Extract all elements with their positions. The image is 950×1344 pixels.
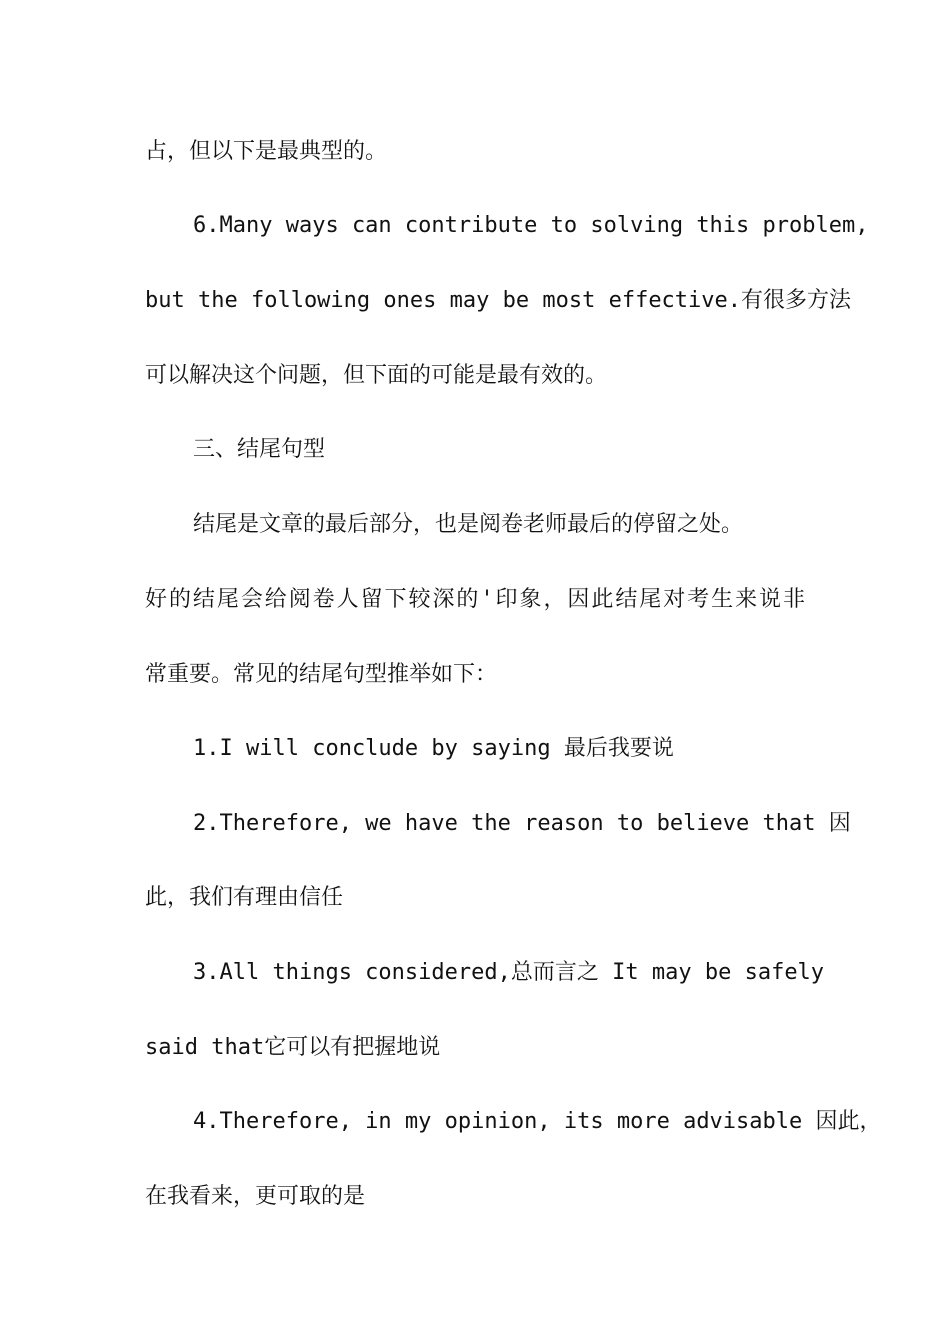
- text-line-14: 4.Therefore, in my opinion, its more advisable 因此，: [193, 1109, 882, 1134]
- text-line-9: 1.I will conclude by saying 最后我要说: [193, 736, 674, 761]
- text-line-2: 6.Many ways can contribute to solving this problem,: [193, 213, 869, 238]
- section-heading: 三、结尾句型: [193, 437, 326, 462]
- text-line-3: but the following ones may be most effective.有很多方法: [145, 288, 852, 313]
- text-line-11: 此，我们有理由信任: [145, 885, 344, 910]
- text-line-12: 3.All things considered,总而言之 It may be safely: [193, 960, 825, 985]
- text-line-4: 可以解决这个问题，但下面的可能是最有效的。: [145, 363, 608, 388]
- text-line-8: 常重要。常见的结尾句型推举如下：: [145, 662, 498, 687]
- text-line-10: 2.Therefore, we have the reason to believe that 因: [193, 811, 851, 836]
- text-line-6: 结尾是文章的最后部分，也是阅卷老师最后的停留之处。: [193, 512, 744, 537]
- text-line-7: 好的结尾会给阅卷人留下较深的'印象，因此结尾对考生来说非: [145, 587, 805, 612]
- text-line-15: 在我看来，更可取的是: [145, 1184, 366, 1209]
- text-line-1: 占，但以下是最典型的。: [145, 139, 388, 164]
- text-line-13: said that它可以有把握地说: [145, 1035, 441, 1060]
